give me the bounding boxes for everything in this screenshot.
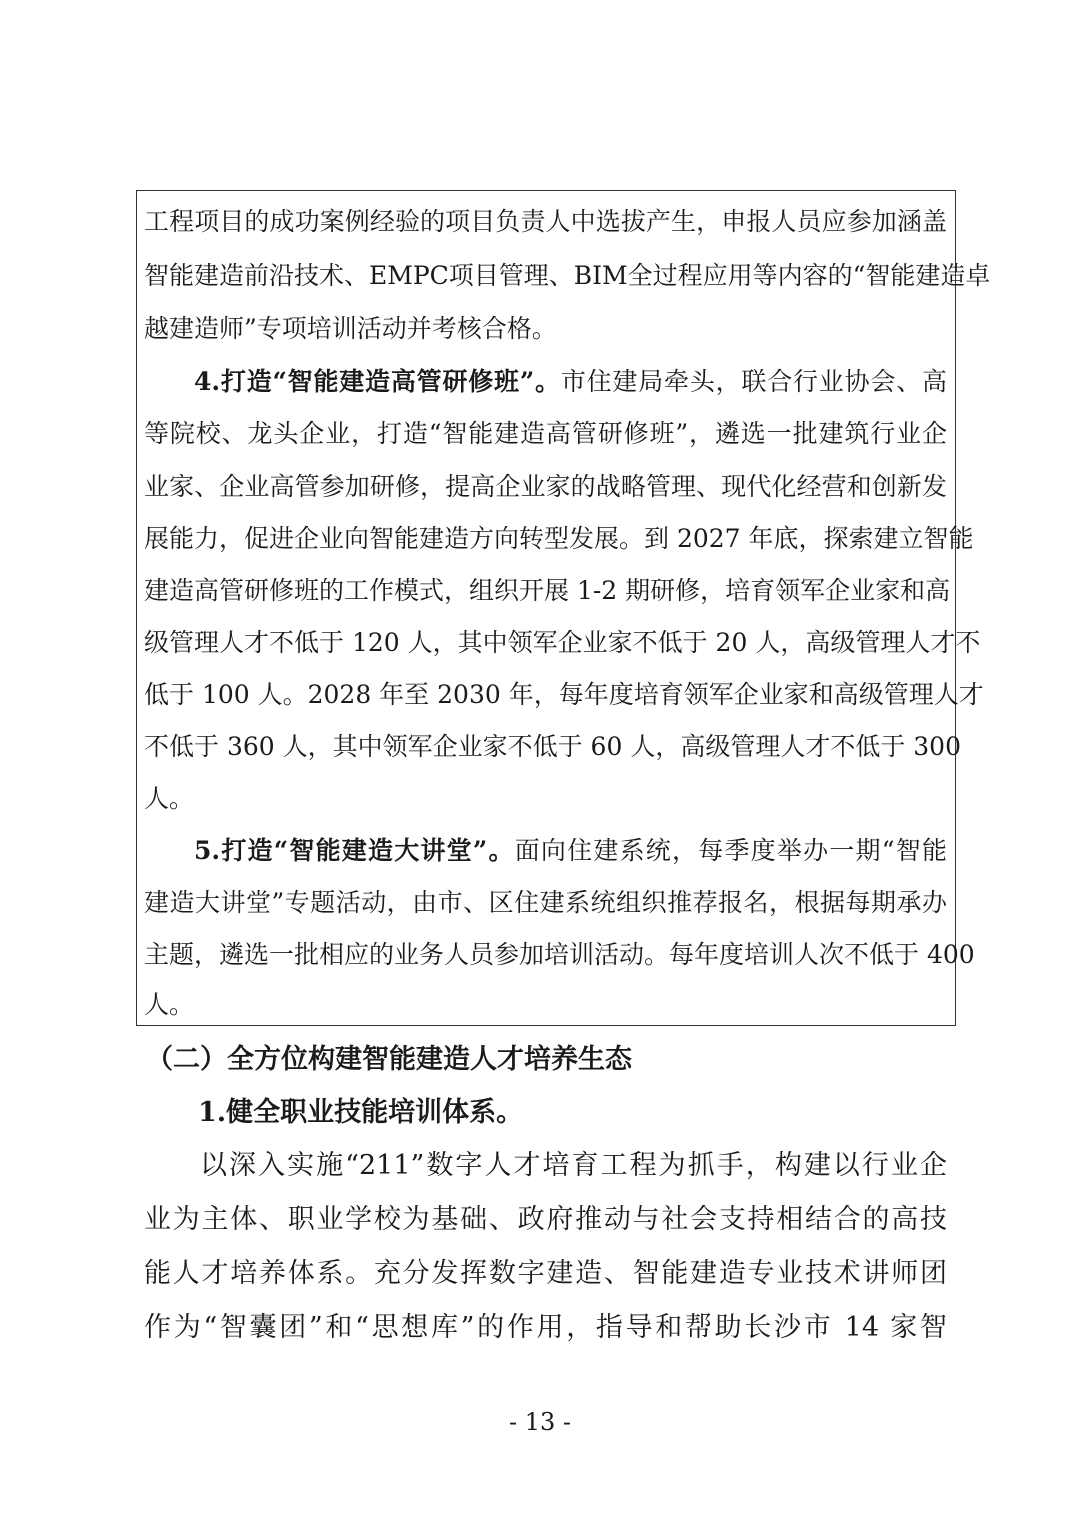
item4-line: 等院校、龙头企业，打造“智能建造高管研修班”，遴选一批建筑行业企: [144, 419, 947, 448]
box-line-2: 智能建造前沿技术、EMPC项目管理、BIM全过程应用等内容的“智能建造卓: [144, 261, 991, 290]
section-body-line: 以深入实施“211”数字人才培育工程为抓手，构建以行业企: [200, 1150, 947, 1181]
sub-heading: 1.健全职业技能培训体系。: [198, 1097, 524, 1128]
page-number: - 13 -: [508, 1408, 571, 1436]
item4-first-line: [194, 362, 947, 402]
section-body-line: 作为“智囊团”和“思想库”的作用，指导和帮助长沙市 14 家智: [144, 1312, 947, 1343]
item5-line: 人。: [144, 990, 195, 1019]
item4-line: 建造高管研修班的工作模式，组织开展 1-2 期研修，培育领军企业家和高: [144, 576, 951, 605]
item4-line: 业家、企业高管参加研修，提高企业家的战略管理、现代化经营和创新发: [144, 472, 947, 501]
section-body-line: 业为主体、职业学校为基础、政府推动与社会支持相结合的高技: [144, 1204, 947, 1235]
item4-lead: 4.打造“智能建造高管研修班”。: [194, 367, 561, 396]
box-line-3: 越建造师”专项培训活动并考核合格。: [144, 314, 557, 343]
item4-line: 级管理人才不低于 120 人，其中领军企业家不低于 20 人，高级管理人才不: [144, 628, 981, 657]
item4-line: 不低于 360 人，其中领军企业家不低于 60 人，高级管理人才不低于 300: [144, 732, 961, 761]
section-body-line: 能人才培养体系。充分发挥数字建造、智能建造专业技术讲师团: [144, 1258, 947, 1289]
item5-lead: 5.打造“智能建造大讲堂”。: [194, 836, 515, 865]
item4-line: 展能力，促进企业向智能建造方向转型发展。到 2027 年底，探索建立智能: [144, 524, 974, 553]
item4-line: 人。: [144, 784, 195, 813]
item5-first-line: [194, 831, 947, 871]
item5-line: 建造大讲堂”专题活动，由市、区住建系统组织推荐报名，根据每期承办: [144, 888, 947, 917]
item4-first-rest: 市住建局牵头，联合行业协会、高: [560, 367, 947, 396]
item5-first-rest: 面向住建系统，每季度举办一期“智能: [514, 836, 947, 865]
box-line-1: 工程项目的成功案例经验的项目负责人中选拔产生，申报人员应参加涵盖: [144, 207, 947, 236]
item5-line: 主题，遴选一批相应的业务人员参加培训活动。每年度培训人次不低于 400: [144, 940, 975, 969]
item4-line: 低于 100 人。2028 年至 2030 年，每年度培育领军企业家和高级管理人才: [144, 680, 984, 709]
section-heading: （二）全方位构建智能建造人才培养生态: [146, 1044, 632, 1075]
